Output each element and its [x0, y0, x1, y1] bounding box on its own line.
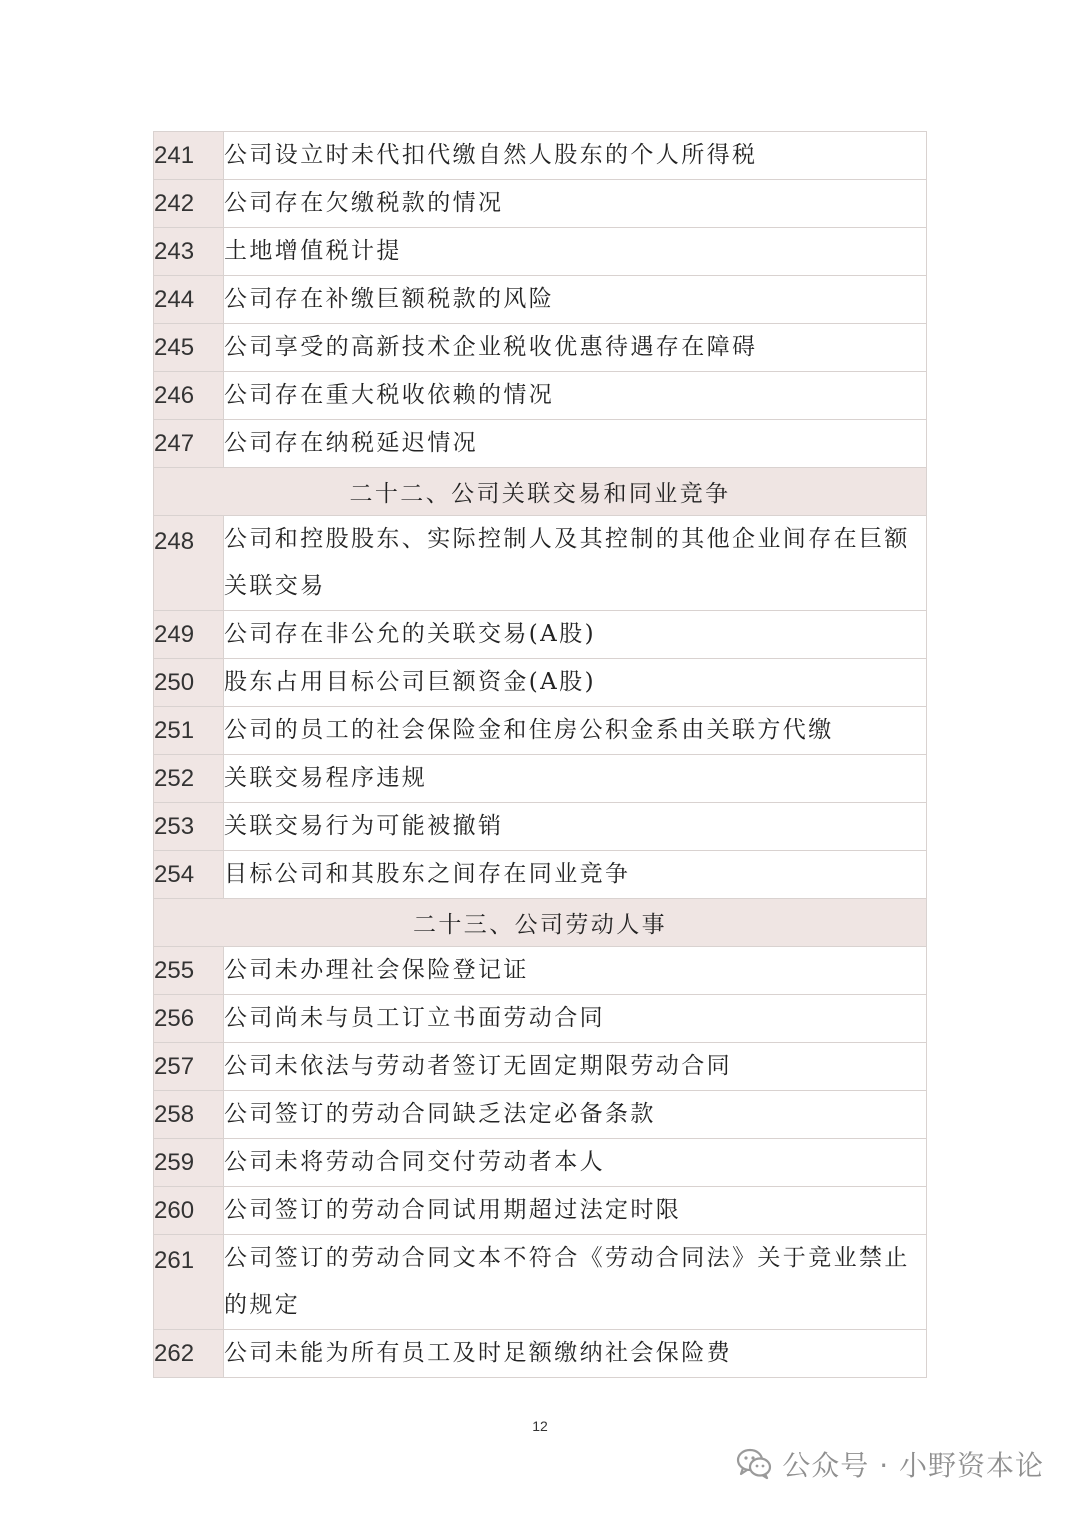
item-number: 245	[154, 324, 224, 372]
table-row	[154, 755, 927, 803]
page-number: 12	[532, 1418, 548, 1434]
item-description: 公司存在重大税收依赖的情况	[224, 372, 927, 420]
item-number: 248	[154, 516, 224, 611]
item-number: 251	[154, 707, 224, 755]
item-number: 249	[154, 611, 224, 659]
item-number: 246	[154, 372, 224, 420]
item-description: 公司签订的劳动合同文本不符合《劳动合同法》关于竞业禁止的规定	[224, 1235, 927, 1330]
item-number: 247	[154, 420, 224, 468]
item-description: 公司未能为所有员工及时足额缴纳社会保险费	[224, 1330, 927, 1378]
table-row	[154, 324, 927, 372]
item-description: 土地增值税计提	[224, 228, 927, 276]
item-description: 公司签订的劳动合同试用期超过法定时限	[224, 1187, 927, 1235]
table-row	[154, 1187, 927, 1235]
table-row	[154, 1139, 927, 1187]
table-row	[154, 516, 927, 611]
item-description: 公司设立时未代扣代缴自然人股东的个人所得税	[224, 132, 927, 180]
table-row	[154, 132, 927, 180]
item-description: 公司存在非公允的关联交易(A股)	[224, 611, 927, 659]
item-number: 259	[154, 1139, 224, 1187]
item-description: 关联交易行为可能被撤销	[224, 803, 927, 851]
table-row	[154, 1235, 927, 1330]
table-row	[154, 228, 927, 276]
item-number: 252	[154, 755, 224, 803]
item-number: 258	[154, 1091, 224, 1139]
item-description: 公司未将劳动合同交付劳动者本人	[224, 1139, 927, 1187]
item-number: 241	[154, 132, 224, 180]
wechat-icon	[736, 1448, 772, 1480]
table-row	[154, 276, 927, 324]
item-description: 关联交易程序违规	[224, 755, 927, 803]
table-row	[154, 1043, 927, 1091]
table-row	[154, 611, 927, 659]
item-number: 243	[154, 228, 224, 276]
risk-table-body	[154, 132, 927, 1378]
table-row	[154, 1091, 927, 1139]
table-row	[154, 995, 927, 1043]
item-number: 254	[154, 851, 224, 899]
item-number: 255	[154, 947, 224, 995]
item-description: 公司存在纳税延迟情况	[224, 420, 927, 468]
item-number: 242	[154, 180, 224, 228]
item-description: 目标公司和其股东之间存在同业竞争	[224, 851, 927, 899]
item-description: 股东占用目标公司巨额资金(A股)	[224, 659, 927, 707]
section-header-row	[154, 899, 927, 947]
item-description: 公司和控股股东、实际控制人及其控制的其他企业间存在巨额关联交易	[224, 516, 927, 611]
table-row	[154, 947, 927, 995]
item-number: 244	[154, 276, 224, 324]
item-number: 253	[154, 803, 224, 851]
item-description: 公司的员工的社会保险金和住房公积金系由关联方代缴	[224, 707, 927, 755]
table-row	[154, 420, 927, 468]
item-number: 256	[154, 995, 224, 1043]
item-description: 公司签订的劳动合同缺乏法定必备条款	[224, 1091, 927, 1139]
table-row	[154, 659, 927, 707]
watermark	[736, 1444, 1044, 1484]
table-row	[154, 803, 927, 851]
item-description: 公司尚未与员工订立书面劳动合同	[224, 995, 927, 1043]
section-title: 二十三、公司劳动人事	[154, 899, 927, 947]
item-number: 250	[154, 659, 224, 707]
item-description: 公司存在欠缴税款的情况	[224, 180, 927, 228]
section-header-row	[154, 468, 927, 516]
table-row	[154, 707, 927, 755]
item-number: 261	[154, 1235, 224, 1330]
section-title: 二十二、公司关联交易和同业竞争	[154, 468, 927, 516]
item-description: 公司存在补缴巨额税款的风险	[224, 276, 927, 324]
item-number: 262	[154, 1330, 224, 1378]
table-row	[154, 1330, 927, 1378]
watermark-text: 公众号 · 小野资本论	[782, 1449, 1044, 1482]
item-description: 公司享受的高新技术企业税收优惠待遇存在障碍	[224, 324, 927, 372]
item-number: 260	[154, 1187, 224, 1235]
item-description: 公司未办理社会保险登记证	[224, 947, 927, 995]
table-row	[154, 180, 927, 228]
item-number: 257	[154, 1043, 224, 1091]
item-description: 公司未依法与劳动者签订无固定期限劳动合同	[224, 1043, 927, 1091]
table-row	[154, 851, 927, 899]
risk-table	[153, 131, 927, 1378]
table-row	[154, 372, 927, 420]
